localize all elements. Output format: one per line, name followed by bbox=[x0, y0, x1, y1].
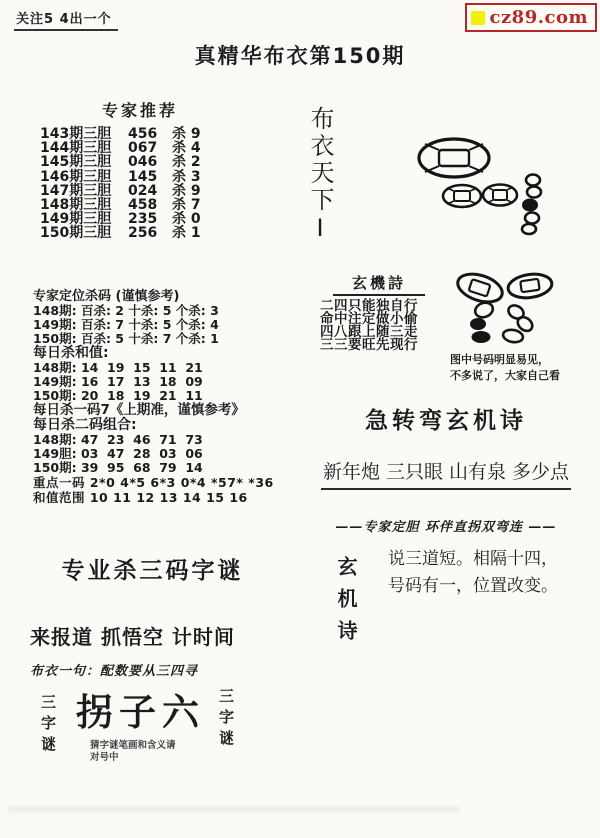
issue-cell: 143期三胆 bbox=[40, 126, 112, 142]
mystery-poem-line1: 说三道短。相隔十四， bbox=[388, 549, 558, 569]
issue-cell: 148期三胆 bbox=[40, 197, 112, 214]
table-row bbox=[40, 226, 240, 240]
drawing-caption-line1: 图中号码明显易见， bbox=[450, 353, 549, 366]
buyi-coins-drawing bbox=[392, 126, 557, 240]
mystery-poem-vertical-title: 玄机诗 bbox=[334, 556, 358, 652]
table-row bbox=[40, 127, 240, 141]
xuanji-line: 二四只能独自行 bbox=[320, 298, 418, 314]
issue-cell: 144期三胆 bbox=[40, 140, 112, 157]
kill-three-code-section bbox=[30, 552, 275, 679]
sum-kill-row: 149期: 16 17 13 18 09 bbox=[33, 374, 203, 389]
buyi-vertical-title: 布衣天下I bbox=[306, 106, 334, 245]
issue-cell: 149期三胆 bbox=[40, 211, 112, 228]
sharp-turn-heading: 急转弯玄机诗 bbox=[365, 408, 527, 434]
two-code-row: 149胆: 03 47 28 03 06 bbox=[33, 446, 203, 461]
kill-cell: 杀 4 bbox=[172, 140, 201, 157]
riddle-answer: 拐子六 bbox=[76, 691, 205, 734]
dan-cell: 024 bbox=[128, 182, 158, 199]
expert-recommend-heading: 专家推荐 bbox=[101, 101, 178, 120]
xuanji-poem-section bbox=[320, 272, 438, 352]
xuanji-coins-drawing bbox=[452, 272, 564, 354]
kill-three-heading: 专业杀三码字谜 bbox=[61, 558, 244, 584]
table-row bbox=[40, 170, 240, 184]
key-code-line: 重点一码 2*0 4*5 6*3 0*4 *57* *36 bbox=[33, 475, 274, 490]
three-char-riddle-section bbox=[28, 682, 283, 792]
position-kill-row: 148期: 百杀: 2 十杀: 5 个杀: 3 bbox=[33, 303, 219, 318]
issue-cell: 150期三胆 bbox=[40, 225, 112, 242]
sum-range-line: 和值范围 10 11 12 13 14 15 16 bbox=[33, 490, 248, 505]
expert-dan-note: ——专家定胆 环伴直拐双弯连 —— bbox=[335, 520, 557, 535]
kill-cell: 杀 1 bbox=[172, 225, 201, 242]
two-code-row: 150期: 39 95 68 79 14 bbox=[33, 460, 203, 475]
position-kill-row: 150期: 百杀: 5 十杀: 7 个杀: 1 bbox=[33, 331, 219, 346]
site-logo-text: cz89.com bbox=[489, 7, 588, 28]
xuanji-line: 命中注定做小偷 bbox=[320, 311, 418, 327]
position-kill-row: 149期: 百杀: 7 十杀: 5 个杀: 4 bbox=[33, 317, 219, 332]
buyi-sentence: 布衣一句：配数要从三四寻 bbox=[30, 664, 199, 679]
sum-kill-heading: 每日杀和值: bbox=[33, 345, 109, 361]
two-code-heading: 每日杀二码组合: bbox=[33, 417, 137, 433]
xuanji-line: 三三要旺先现行 bbox=[320, 337, 418, 353]
expert-recommend-section bbox=[40, 98, 240, 241]
drawing-caption-line2: 不多说了，大家自己看 bbox=[450, 369, 560, 382]
faint-scan-artifact bbox=[8, 806, 458, 813]
position-kill-heading: 专家定位杀码 (谨慎参考) bbox=[33, 289, 180, 304]
riddle-note bbox=[90, 740, 176, 764]
page-title: 真精华布衣第150期 bbox=[194, 44, 406, 68]
table-row bbox=[40, 184, 240, 198]
kill-three-phrase: 来报道 抓悟空 计时间 bbox=[30, 625, 235, 649]
logo-yellow-square-icon bbox=[471, 11, 485, 25]
mystery-poem-line2: 号码有一，位置改变。 bbox=[388, 576, 558, 596]
xuanji-line: 四八跟上随三走 bbox=[320, 324, 418, 340]
dan-cell: 067 bbox=[128, 140, 158, 157]
table-row bbox=[40, 198, 240, 212]
sharp-turn-section bbox=[300, 402, 592, 535]
xuanji-heading: 玄機詩 bbox=[333, 272, 425, 296]
kill-cell: 杀 9 bbox=[172, 126, 201, 142]
sum-kill-row: 148期: 14 19 15 11 21 bbox=[33, 360, 203, 375]
drawing-caption bbox=[450, 352, 595, 384]
kill-cell: 杀 9 bbox=[172, 182, 201, 199]
sum-kill-row: 150期: 20 18 19 21 11 bbox=[33, 388, 203, 403]
riddle-label-left: 三字谜 bbox=[39, 694, 57, 757]
kill-cell: 杀 7 bbox=[172, 197, 201, 214]
mystery-poem-body bbox=[388, 546, 593, 600]
kill-codes-section bbox=[33, 290, 298, 505]
issue-cell: 147期三胆 bbox=[40, 182, 112, 199]
riddle-label-right: 三字谜 bbox=[217, 688, 235, 751]
dan-cell: 458 bbox=[128, 197, 158, 214]
one-code-kill-line: 每日杀一码7《上期准，谨慎参考》 bbox=[33, 402, 245, 418]
kill-cell: 杀 3 bbox=[172, 168, 201, 185]
two-code-row: 148期: 47 23 46 71 73 bbox=[33, 432, 203, 447]
kill-cell: 杀 2 bbox=[172, 154, 201, 171]
kill-cell: 杀 0 bbox=[172, 211, 201, 228]
riddle-note-line1: 猜字谜笔画和含义请 bbox=[90, 740, 176, 751]
dan-cell: 456 bbox=[128, 126, 158, 142]
top-note: 关注5 4出一个 bbox=[14, 8, 118, 31]
dan-cell: 235 bbox=[128, 211, 158, 228]
issue-cell: 145期三胆 bbox=[40, 154, 112, 171]
sharp-turn-phrase: 新年炮 三只眼 山有泉 多少点 bbox=[321, 457, 571, 490]
dan-cell: 046 bbox=[128, 154, 158, 171]
table-row bbox=[40, 212, 240, 226]
dan-cell: 145 bbox=[128, 168, 158, 185]
table-row bbox=[40, 141, 240, 155]
site-logo[interactable] bbox=[465, 3, 597, 32]
issue-cell: 146期三胆 bbox=[40, 168, 112, 185]
table-row bbox=[40, 155, 240, 169]
dan-cell: 256 bbox=[128, 225, 158, 242]
riddle-note-line2: 对号中 bbox=[90, 752, 119, 763]
